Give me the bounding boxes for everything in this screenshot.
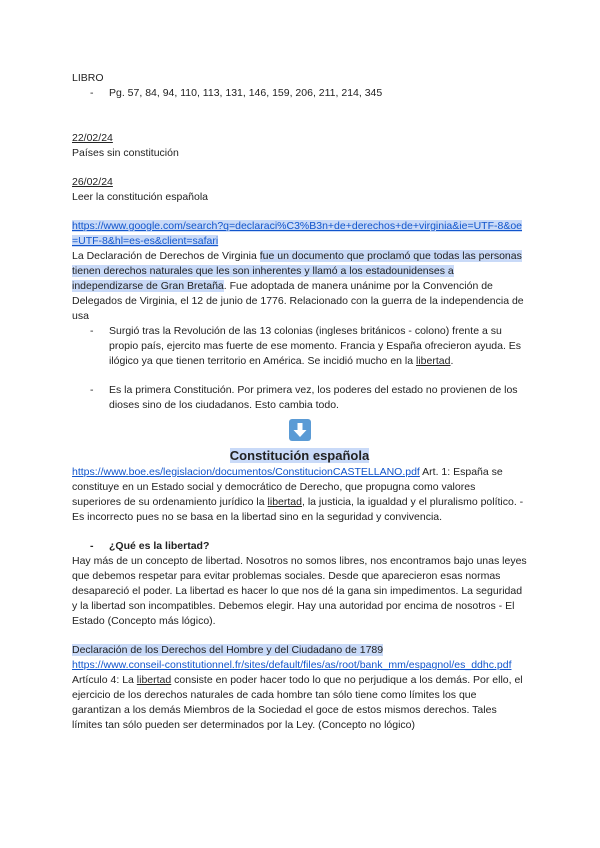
- constitucion-heading: [72, 447, 527, 465]
- declaracion-word: libertad: [136, 674, 172, 686]
- bullet2-text: Es la primera Constitución. Por primera vez, los poderes del estado no provienen de los dioses sino de los ciudadanos. Esto cambia todo.: [109, 384, 518, 411]
- question-text: ¿Qué es la libertad?: [109, 540, 210, 552]
- virginia-link-paragraph: [72, 219, 527, 249]
- entry1-text: Países sin constitución: [72, 147, 179, 159]
- libro-title: LIBRO: [72, 72, 104, 84]
- virginia-paragraph: [72, 249, 527, 324]
- constitucion-paragraph: [72, 465, 527, 525]
- bullet-dash: -: [90, 384, 94, 396]
- constitucion-text-post: , la justicia, la igualdad y el pluralismo político. - Es incorrecto pues no se basa en la libertad sino en la seguridad y convivencia.: [72, 496, 524, 523]
- virginia-para-highlight: fue un documento que proclamó que todas las personas tienen derechos naturales que les son inherentes y llamó a los estadounidenses a independizarse de Gran Bretaña: [72, 250, 522, 292]
- entry1-date: 22/02/24: [72, 132, 113, 144]
- entry2-text: Leer la constitución española: [72, 191, 209, 203]
- question-bullet: [72, 539, 527, 554]
- declaracion-text-pre: Artículo 4: La: [72, 674, 137, 686]
- entry2-date: 26/02/24: [72, 176, 113, 188]
- boe-link[interactable]: https://www.boe.es/legislacion/documentos/ConstitucionCASTELLANO.pdf: [72, 466, 420, 478]
- virginia-bullet-1: [72, 324, 527, 369]
- libro-pages-item: [72, 86, 527, 101]
- declaracion-title: Declaración de los Derechos del Hombre y del Ciudadano de 1789: [72, 644, 384, 656]
- constitucion-heading-text: Constitución española: [229, 448, 370, 463]
- document-page: [72, 71, 527, 733]
- bullet1-pre: Surgió tras la Revolución de las 13 colonias (ingleses británicos - colono) frente a su propio país, ejercito mas fuerte de ese momento. Francia y España ofrecieron ayuda. Es ilógico ya que tienen territorio en América. Se incidió mucho en la: [109, 325, 522, 367]
- bullet-dash: -: [90, 540, 94, 552]
- bullet1-word: libertad: [416, 355, 451, 367]
- libro-pages: Pg. 57, 84, 94, 110, 113, 131, 146, 159, 206, 211, 214, 345: [109, 87, 383, 99]
- bullet-dash: -: [90, 87, 94, 99]
- virginia-para-start: La Declaración de Derechos de Virginia: [72, 250, 260, 262]
- conseil-link[interactable]: https://www.conseil-constitutionnel.fr/sites/default/files/as/root/bank_mm/espagnol/es_ddhc.pdf: [72, 659, 512, 671]
- down-arrow-icon: [289, 419, 311, 441]
- bullet-dash: -: [90, 325, 94, 337]
- declaracion-title-line: [72, 643, 527, 658]
- virginia-para-end: . Fue adoptada de manera unánime por la Convención de Delegados de Virginia, el 12 de junio de 1776. Relacionado con la guerra de la independencia de usa: [72, 280, 524, 322]
- virginia-link[interactable]: https://www.google.com/search?q=declaraci%C3%B3n+de+derechos+de+virginia&ie=UTF-8&oe=UTF-8&hl=es-es&client=safari: [72, 220, 523, 247]
- arrow-container: [72, 419, 527, 445]
- bullet1-post: .: [450, 355, 454, 367]
- declaracion-text-post: consiste en poder hacer todo lo que no perjudique a los demás. Por ello, el ejercicio de los derechos naturales de cada hombre tan sólo tiene como límites los que garantizan a los demás Miembros de la Sociedad el goce de estos mismos derechos. Tales límites tan sólo pueden ser determinados por la Ley. (Concepto no lógico): [72, 674, 523, 731]
- libertad-answer: Hay más de un concepto de libertad. Nosotros no somos libres, nos encontramos bajo unas leyes que debemos respetar para evitar problemas sociales. Desde que aparecieron esas normas desapareció el poder. La libertad es hacer lo que nos dé la gana sin impedimentos. La seguridad y la libertad son incompatibles. Debemos elegir. Hay una autoridad por encima de nosotros - El Estado (Concepto más lógico).: [72, 555, 527, 627]
- virginia-bullet-2: [72, 383, 527, 413]
- constitucion-text-pre: Art. 1: España se constituye en un Estado social y democrático de Derecho, que propugna como valores superiores de su ordenamiento jurídico la: [72, 466, 503, 508]
- declaracion-paragraph: [72, 658, 527, 733]
- constitucion-word: libertad: [267, 496, 302, 508]
